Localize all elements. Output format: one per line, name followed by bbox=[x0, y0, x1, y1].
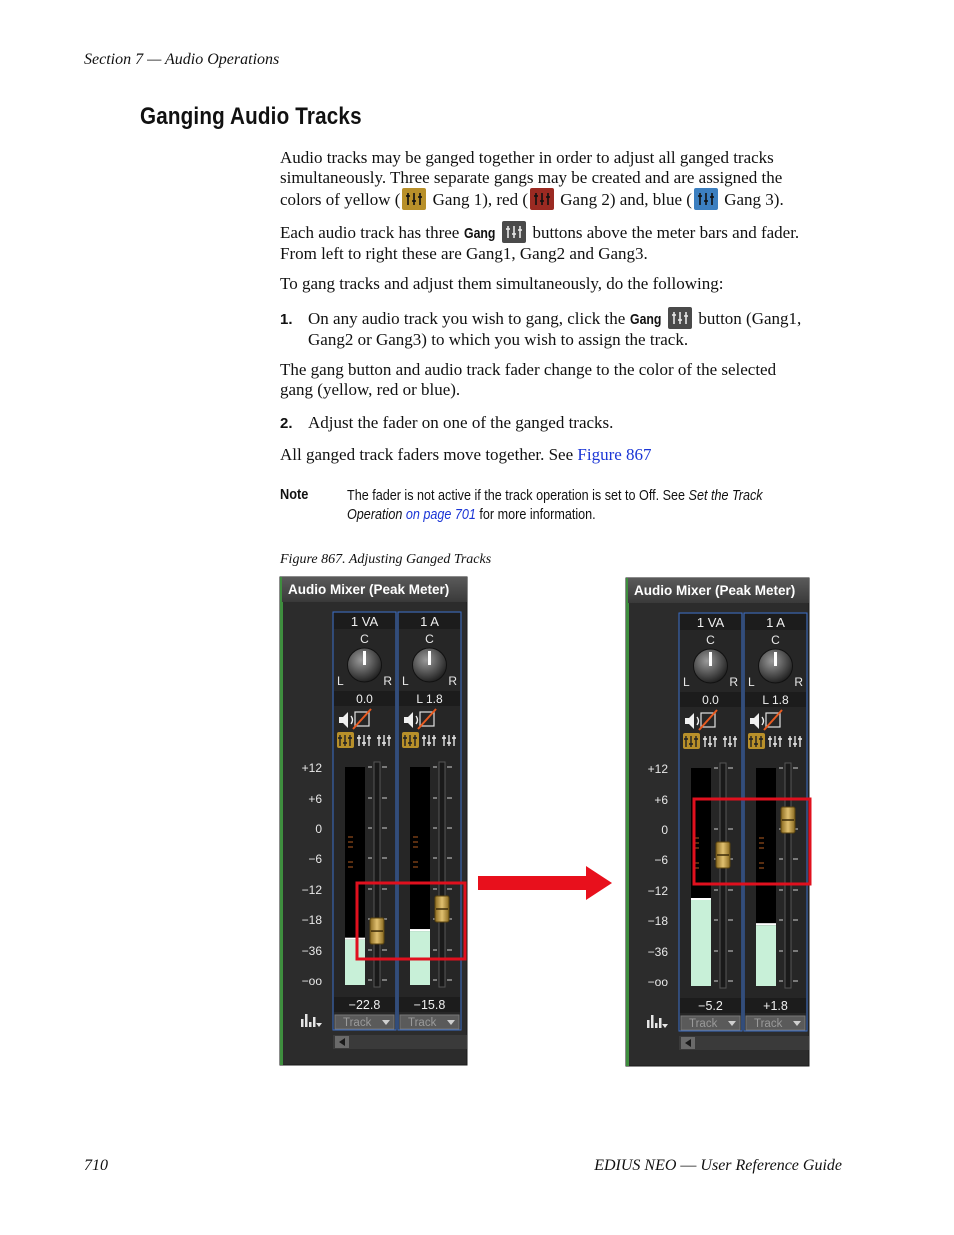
pan-center-label: C bbox=[706, 633, 715, 647]
track-strip bbox=[744, 613, 807, 1031]
pan-center-label: C bbox=[771, 633, 780, 647]
gang1-button[interactable] bbox=[402, 732, 419, 748]
meter-bar-glyph bbox=[647, 1020, 650, 1028]
meter-bar-glyph bbox=[651, 1015, 654, 1028]
figure-caption: Figure 867. Adjusting Ganged Tracks bbox=[280, 552, 492, 567]
meter-bar-glyph bbox=[301, 1019, 304, 1027]
scale-label: 0 bbox=[315, 822, 322, 836]
fader-handle[interactable] bbox=[370, 918, 384, 944]
para-line: Each audio track has three Gang buttons above the meter bars and fader. bbox=[280, 223, 800, 242]
pan-center-label: C bbox=[425, 632, 434, 646]
scale-label: −12 bbox=[647, 884, 668, 898]
dropdown-value: Track bbox=[754, 1018, 783, 1030]
para-line: simultaneously. Three separate gangs may be created and are assigned the bbox=[280, 168, 783, 187]
dropdown-value: Track bbox=[343, 1017, 372, 1029]
gang3-button[interactable] bbox=[442, 735, 456, 746]
scale-label: −6 bbox=[654, 853, 668, 867]
track-mode-dropdown[interactable] bbox=[400, 1015, 459, 1029]
scale-label: +12 bbox=[647, 762, 668, 776]
meter-level bbox=[345, 940, 365, 985]
para-line: Audio tracks may be ganged together in order to adjust all ganged tracks bbox=[280, 148, 774, 167]
fader-handle[interactable] bbox=[781, 807, 795, 833]
scale-label: −36 bbox=[301, 944, 322, 958]
level-readout: +1.8 bbox=[763, 999, 788, 1013]
scale-label: −18 bbox=[647, 914, 668, 928]
horizontal-scrollbar bbox=[679, 1036, 809, 1050]
meter-bar-glyph bbox=[305, 1014, 308, 1027]
note-label: Note bbox=[280, 486, 309, 503]
mixer-title: Audio Mixer (Peak Meter) bbox=[288, 582, 450, 597]
step-line: Gang2 or Gang3) to which you wish to assign the track. bbox=[308, 330, 689, 349]
page-number: 710 bbox=[84, 1157, 108, 1174]
para-line: The gang button and audio track fader change to the color of the selected bbox=[280, 360, 777, 379]
peak-hold bbox=[345, 938, 365, 940]
note-line: The fader is not active if the track operation is set to Off. See Set the Track bbox=[347, 487, 763, 504]
gang-term: Gang bbox=[629, 311, 661, 328]
level-readout: −5.2 bbox=[698, 999, 723, 1013]
note-line: Operation on page 701 for more information. bbox=[347, 506, 596, 523]
pan-center-label: C bbox=[360, 632, 369, 646]
meter-level bbox=[691, 900, 711, 986]
gang1-button[interactable] bbox=[337, 732, 354, 748]
fader-track bbox=[785, 763, 791, 988]
step-2: 2. Adjust the fader on one of the ganged tracks. bbox=[280, 413, 614, 432]
result-paragraph: All ganged track faders move together. See Figure 867 bbox=[280, 445, 652, 464]
para-line: colors of yellow ( Gang 1), red ( Gang 2) and, blue ( Gang 3). bbox=[280, 190, 784, 209]
meter-bar-glyph bbox=[659, 1018, 662, 1028]
scale-label: −oo bbox=[301, 974, 322, 988]
page-link[interactable]: on page 701 bbox=[402, 506, 476, 523]
meter-bar-glyph bbox=[309, 1022, 312, 1027]
pan-right-label: R bbox=[383, 674, 392, 688]
figure-link[interactable]: Figure 867 bbox=[577, 445, 652, 464]
track-strip bbox=[398, 612, 461, 1030]
pan-left-label: L bbox=[337, 674, 344, 688]
gang1-button[interactable] bbox=[683, 733, 700, 749]
gang3-button[interactable] bbox=[788, 736, 802, 747]
level-readout: −22.8 bbox=[348, 998, 381, 1012]
pan-value: L 1.8 bbox=[762, 693, 789, 707]
track-strip bbox=[333, 612, 396, 1030]
instructions-intro: To gang tracks and adjust them simultaneously, do the following: bbox=[280, 274, 724, 293]
scale-label: −oo bbox=[647, 975, 668, 989]
track-name: 1 VA bbox=[350, 614, 379, 629]
scale-label: −36 bbox=[647, 945, 668, 959]
track-mode-dropdown[interactable] bbox=[335, 1015, 394, 1029]
mixer-panel-before bbox=[280, 577, 467, 1065]
window-edge bbox=[626, 578, 629, 1066]
gang2-button[interactable] bbox=[768, 736, 782, 747]
track-name: 1 VA bbox=[696, 615, 725, 630]
dropdown-value: Track bbox=[408, 1017, 437, 1029]
pan-left-label: L bbox=[683, 675, 690, 689]
pan-left-label: L bbox=[402, 674, 409, 688]
page-title: Ganging Audio Tracks bbox=[140, 103, 362, 130]
pan-right-label: R bbox=[794, 675, 803, 689]
gang3-button[interactable] bbox=[723, 736, 737, 747]
pan-right-label: R bbox=[448, 674, 457, 688]
peak-hold bbox=[756, 923, 776, 925]
gang2-button[interactable] bbox=[703, 736, 717, 747]
scale-label: 0 bbox=[661, 823, 668, 837]
dropdown-value: Track bbox=[689, 1018, 718, 1030]
scale-label: −12 bbox=[301, 883, 322, 897]
meter-level bbox=[756, 925, 776, 986]
fader-track bbox=[374, 762, 380, 987]
window-edge bbox=[280, 577, 283, 1065]
gang2-button[interactable] bbox=[422, 735, 436, 746]
meter-bar-glyph bbox=[313, 1017, 316, 1027]
gang2-button[interactable] bbox=[357, 735, 371, 746]
para-line: From left to right these are Gang1, Gang2 and Gang3. bbox=[280, 244, 648, 263]
section-header: Section 7 — Audio Operations bbox=[84, 51, 280, 68]
scale-label: +6 bbox=[308, 792, 322, 806]
footer-title: EDIUS NEO — User Reference Guide bbox=[594, 1157, 842, 1174]
fader-track bbox=[439, 762, 445, 987]
track-name: 1 A bbox=[766, 615, 785, 630]
level-readout: −15.8 bbox=[413, 998, 446, 1012]
mixer-panel-after bbox=[626, 578, 810, 1066]
meter-bar-glyph bbox=[655, 1023, 658, 1028]
scale-label: −18 bbox=[301, 913, 322, 927]
pan-left-label: L bbox=[748, 675, 755, 689]
step-line: 1. On any audio track you wish to gang, click the Gang button (Gang1, bbox=[280, 309, 802, 328]
peak-hold bbox=[691, 898, 711, 900]
pan-value: 0.0 bbox=[702, 693, 719, 707]
fader-track bbox=[720, 763, 726, 988]
scale-label: +6 bbox=[654, 793, 668, 807]
track-strip bbox=[679, 613, 742, 1031]
track-mode-dropdown[interactable] bbox=[681, 1016, 740, 1030]
pan-right-label: R bbox=[729, 675, 738, 689]
scale-label: +12 bbox=[301, 761, 322, 775]
mixer-title: Audio Mixer (Peak Meter) bbox=[634, 583, 796, 598]
fader-handle[interactable] bbox=[435, 896, 449, 922]
step-number: 1. bbox=[280, 311, 293, 328]
arrow-icon bbox=[478, 866, 612, 900]
peak-hold bbox=[410, 929, 430, 931]
pan-value: L 1.8 bbox=[416, 692, 443, 706]
track-name: 1 A bbox=[420, 614, 439, 629]
gang-term: Gang bbox=[463, 225, 496, 242]
track-mode-dropdown[interactable] bbox=[746, 1016, 805, 1030]
scale-label: −6 bbox=[308, 852, 322, 866]
gang3-button[interactable] bbox=[377, 735, 391, 746]
gang1-button[interactable] bbox=[748, 733, 765, 749]
horizontal-scrollbar bbox=[333, 1035, 467, 1049]
fader-handle[interactable] bbox=[716, 842, 730, 868]
para-line: gang (yellow, red or blue). bbox=[280, 380, 461, 399]
pan-value: 0.0 bbox=[356, 692, 373, 706]
step-number: 2. bbox=[280, 415, 293, 432]
